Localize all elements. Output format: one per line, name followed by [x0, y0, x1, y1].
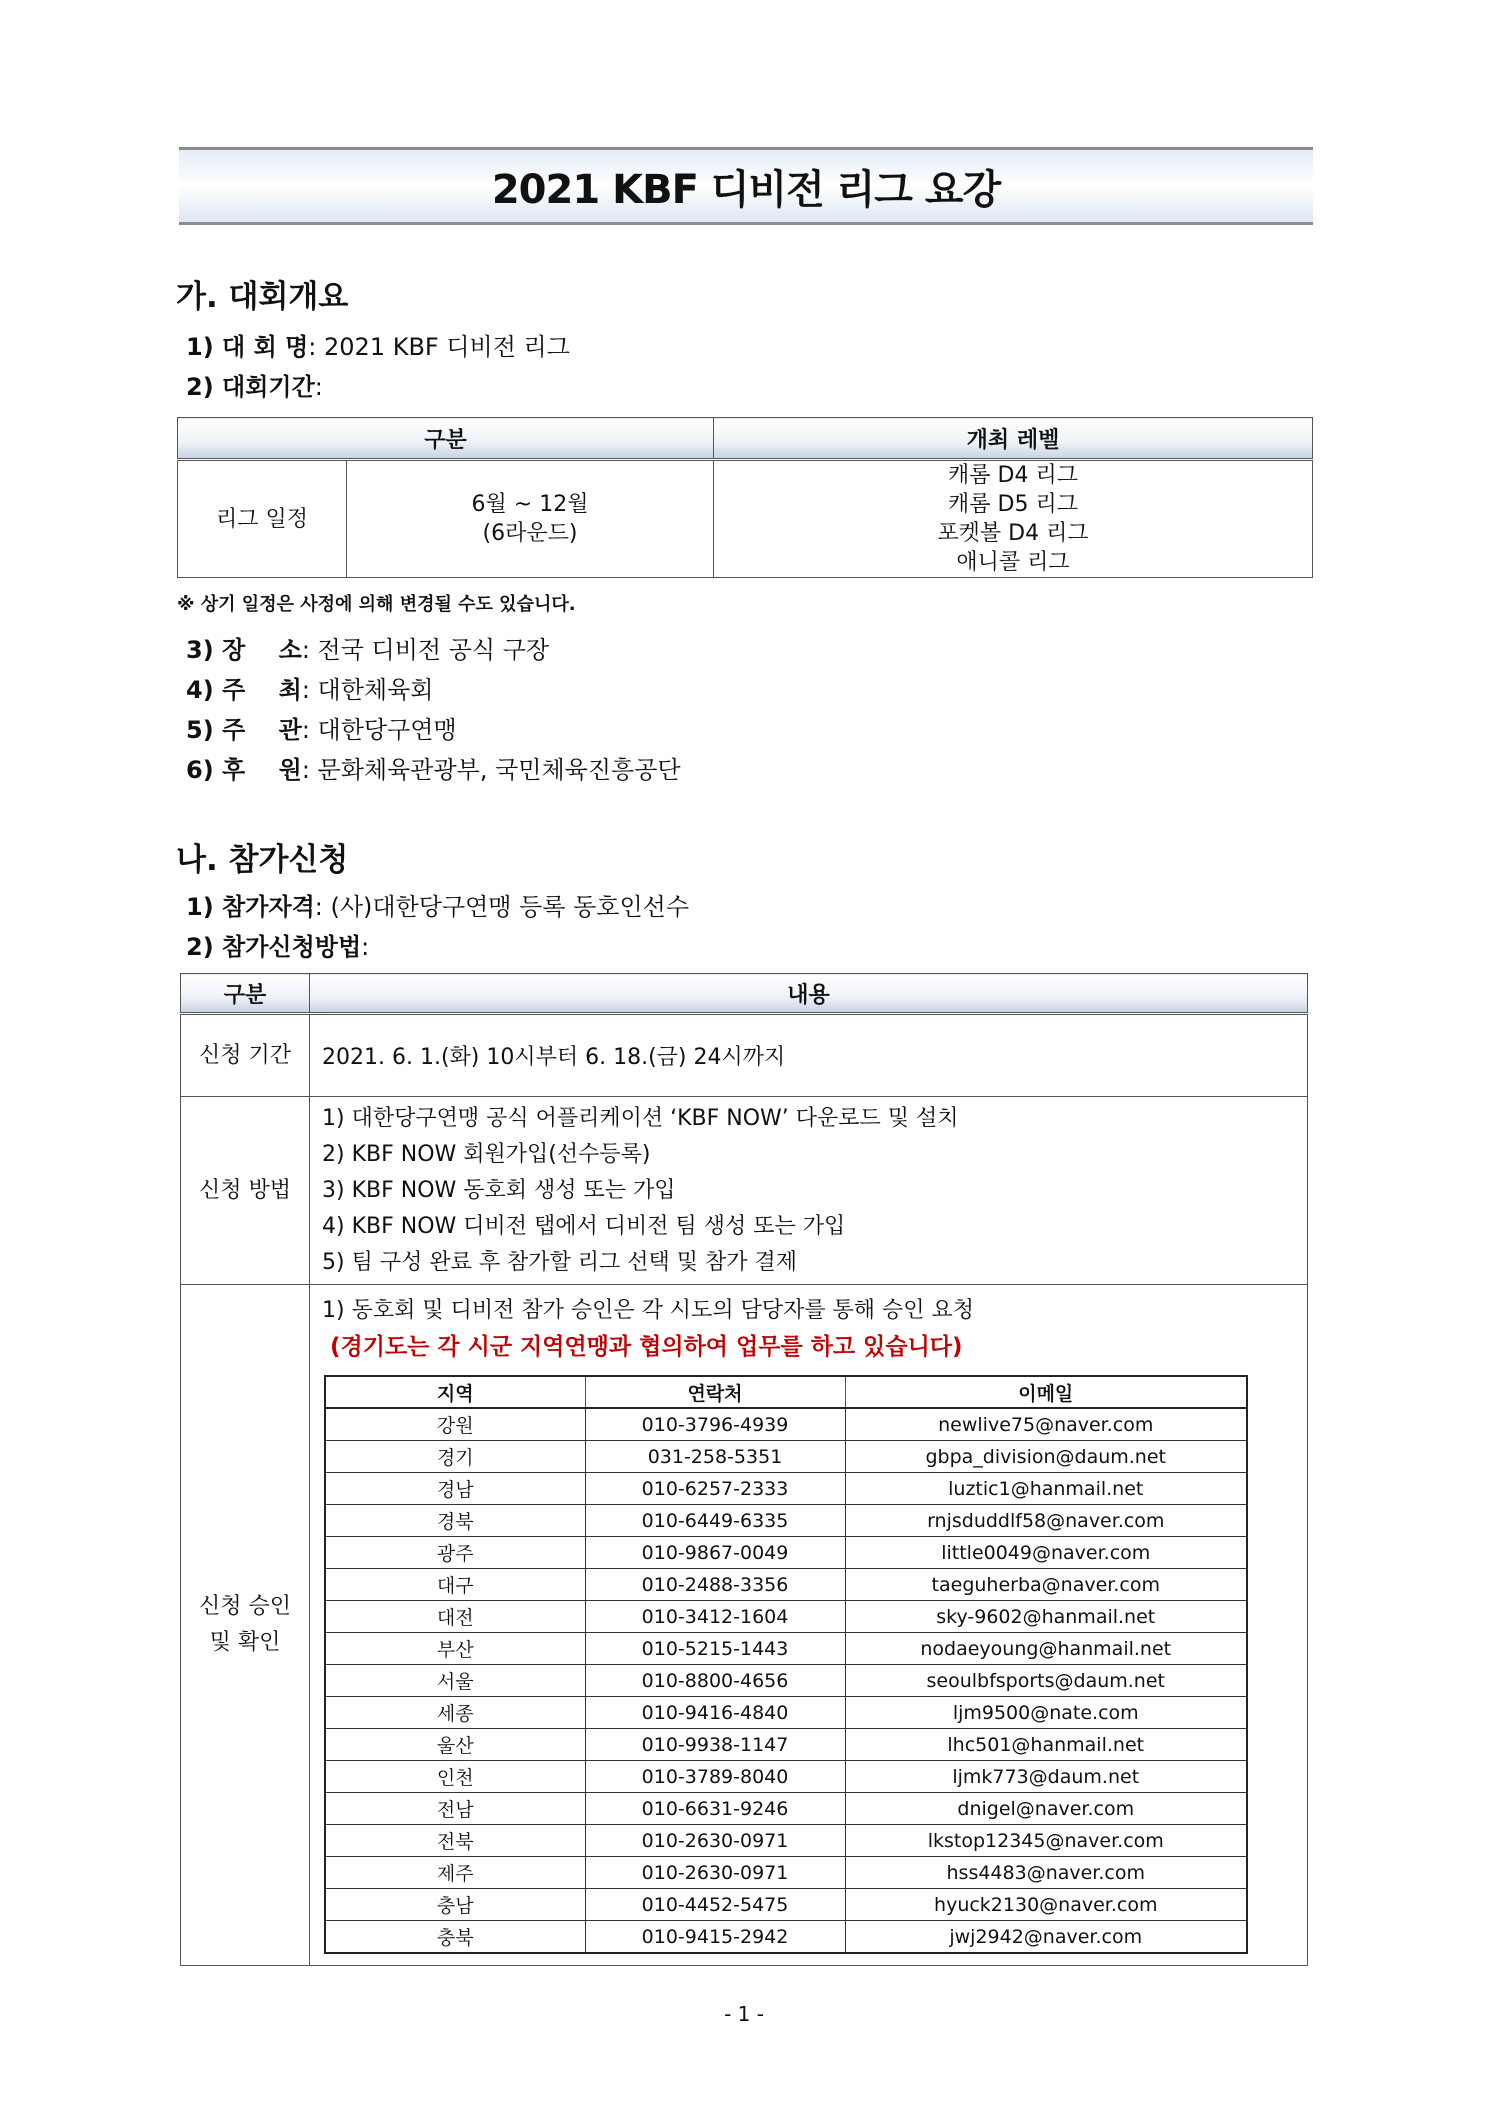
contact-email: hss4483@naver.com [845, 1857, 1247, 1889]
schedule-header-row [178, 418, 1313, 460]
approval-row [181, 1285, 1308, 1966]
contact-region: 경북 [325, 1505, 585, 1537]
schedule-header-category: 구분 [178, 418, 714, 460]
approval-text: 1) 동호회 및 디비전 참가 승인은 각 시도의 담당자를 통해 승인 요청 [322, 1298, 975, 1323]
application-step: 5) 팀 구성 완료 후 참가할 리그 선택 및 참가 결제 [322, 1249, 798, 1275]
contact-email: little0049@naver.com [845, 1537, 1247, 1569]
event-name-line [186, 327, 570, 362]
contacts-row [325, 1633, 1247, 1665]
contact-email: hyuck2130@naver.com [845, 1889, 1247, 1921]
contacts-row [325, 1729, 1247, 1761]
contacts-table [324, 1375, 1248, 1954]
contact-email: newlive75@naver.com [845, 1408, 1247, 1441]
contact-region: 경남 [325, 1473, 585, 1505]
approval-label-cell [181, 1285, 310, 1966]
contact-email: sky-9602@hanmail.net [845, 1601, 1247, 1633]
contacts-row [325, 1825, 1247, 1857]
contact-email: dnigel@naver.com [845, 1793, 1247, 1825]
contact-phone: 010-3796-4939 [585, 1408, 845, 1441]
contacts-row [325, 1441, 1247, 1473]
contact-region: 전북 [325, 1825, 585, 1857]
organizer-value: : 대한당구연맹 [301, 716, 457, 744]
contact-region: 울산 [325, 1729, 585, 1761]
schedule-period-rounds: (6라운드) [482, 521, 578, 546]
contacts-row [325, 1408, 1247, 1441]
contact-region: 경기 [325, 1441, 585, 1473]
document-title: 2021 KBF 디비전 리그 요강 [491, 166, 1001, 213]
host-value: : 대한체육회 [301, 676, 434, 704]
contact-email: rnjsduddlf58@naver.com [845, 1505, 1247, 1537]
qualification-line [186, 887, 689, 922]
contact-region: 부산 [325, 1633, 585, 1665]
contacts-row [325, 1889, 1247, 1921]
document-title-banner [179, 147, 1313, 225]
contacts-row [325, 1505, 1247, 1537]
contact-phone: 010-4452-5475 [585, 1889, 845, 1921]
contacts-header-region: 지역 [325, 1376, 585, 1408]
qualification-value: : (사)대한당구연맹 등록 동호인선수 [314, 893, 690, 921]
venue-label: 3) 장 소 [186, 636, 302, 664]
contact-phone: 010-5215-1443 [585, 1633, 845, 1665]
event-name-label: 1) 대 회 명 [186, 333, 309, 361]
application-header-category: 구분 [181, 974, 310, 1014]
application-period-row [181, 1014, 1308, 1097]
application-method-label: 2) 참가신청방법 [186, 933, 362, 961]
contact-region: 광주 [325, 1537, 585, 1569]
section-b-heading: 나. 참가신청 [176, 842, 349, 878]
contact-phone: 010-9416-4840 [585, 1697, 845, 1729]
schedule-row-label: 리그 일정 [178, 460, 347, 578]
contact-phone: 031-258-5351 [585, 1441, 845, 1473]
application-method-row-label: 신청 방법 [181, 1097, 310, 1285]
application-step: 2) KBF NOW 회원가입(선수등록) [322, 1141, 651, 1167]
contact-phone: 010-3789-8040 [585, 1761, 845, 1793]
organizer-label: 5) 주 관 [186, 716, 302, 744]
league-level: 애니콜 리그 [956, 550, 1070, 575]
contacts-row [325, 1665, 1247, 1697]
contact-phone: 010-9867-0049 [585, 1537, 845, 1569]
contact-email: ljm9500@nate.com [845, 1697, 1247, 1729]
league-level: 캐롬 D4 리그 [948, 463, 1078, 488]
contact-email: jwj2942@naver.com [845, 1921, 1247, 1954]
contact-email: luztic1@hanmail.net [845, 1473, 1247, 1505]
league-level: 캐롬 D5 리그 [948, 492, 1078, 517]
schedule-header-level: 개최 레벨 [714, 418, 1313, 460]
contacts-header-phone: 연락처 [585, 1376, 845, 1408]
contacts-header-row [325, 1376, 1247, 1408]
host-line [186, 670, 433, 705]
sponsor-value: : 문화체육관광부, 국민체육진흥공단 [301, 756, 681, 784]
sponsor-label: 6) 후 원 [186, 756, 302, 784]
contacts-body [325, 1408, 1247, 1953]
contact-phone: 010-6257-2333 [585, 1473, 845, 1505]
sponsor-line [186, 750, 681, 785]
event-period-label: 2) 대회기간 [186, 373, 315, 401]
application-period-value: 2021. 6. 1.(화) 10시부터 6. 18.(금) 24시까지 [310, 1014, 1308, 1097]
contact-phone: 010-9415-2942 [585, 1921, 845, 1954]
approval-content-cell [310, 1285, 1308, 1966]
application-period-label: 신청 기간 [181, 1014, 310, 1097]
application-method-row [181, 1097, 1308, 1285]
contact-email: gbpa_division@daum.net [845, 1441, 1247, 1473]
application-steps-cell [310, 1097, 1308, 1285]
page-number: - 1 - [724, 2002, 764, 2026]
approval-notice: (경기도는 각 시군 지역연맹과 협의하여 업무를 하고 있습니다) [330, 1334, 963, 1360]
schedule-period-cell [347, 460, 714, 578]
application-table [180, 973, 1308, 1966]
section-a-heading: 가. 대회개요 [176, 279, 349, 315]
contact-phone: 010-2630-0971 [585, 1825, 845, 1857]
contact-phone: 010-2488-3356 [585, 1569, 845, 1601]
schedule-table [177, 417, 1313, 578]
contacts-row [325, 1697, 1247, 1729]
application-header-row [181, 974, 1308, 1014]
application-method-line [186, 927, 369, 962]
contact-region: 대구 [325, 1569, 585, 1601]
qualification-label: 1) 참가자격 [186, 893, 315, 921]
contact-phone: 010-6449-6335 [585, 1505, 845, 1537]
contact-email: lhc501@hanmail.net [845, 1729, 1247, 1761]
contacts-row [325, 1601, 1247, 1633]
contact-email: nodaeyoung@hanmail.net [845, 1633, 1247, 1665]
application-method-colon: : [361, 933, 370, 961]
organizer-line [186, 710, 457, 745]
contact-phone: 010-6631-9246 [585, 1793, 845, 1825]
contacts-header-email: 이메일 [845, 1376, 1247, 1408]
application-step: 1) 대한당구연맹 공식 어플리케이션 ‘KBF NOW’ 다운로드 및 설치 [322, 1105, 959, 1131]
venue-line [186, 630, 549, 665]
contact-phone: 010-3412-1604 [585, 1601, 845, 1633]
contacts-row [325, 1473, 1247, 1505]
contacts-row [325, 1537, 1247, 1569]
approval-label-line2: 및 확인 [209, 1630, 281, 1655]
contact-region: 충남 [325, 1889, 585, 1921]
contact-region: 제주 [325, 1857, 585, 1889]
contact-email: seoulbfsports@daum.net [845, 1665, 1247, 1697]
application-header-content: 내용 [310, 974, 1308, 1014]
event-name-value: : 2021 KBF 디비전 리그 [308, 333, 570, 361]
contact-region: 대전 [325, 1601, 585, 1633]
contact-email: lkstop12345@naver.com [845, 1825, 1247, 1857]
schedule-levels-cell [714, 460, 1313, 578]
contact-region: 세종 [325, 1697, 585, 1729]
contacts-row [325, 1793, 1247, 1825]
schedule-note: ※ 상기 일정은 사정에 의해 변경될 수도 있습니다. [177, 594, 576, 615]
schedule-period-range: 6월 ~ 12월 [471, 492, 589, 517]
contacts-row [325, 1921, 1247, 1954]
contact-region: 서울 [325, 1665, 585, 1697]
schedule-row [178, 460, 1313, 578]
contact-email: ljmk773@daum.net [845, 1761, 1247, 1793]
contact-region: 인천 [325, 1761, 585, 1793]
contacts-row [325, 1761, 1247, 1793]
contacts-row [325, 1857, 1247, 1889]
contact-region: 충북 [325, 1921, 585, 1954]
application-step: 4) KBF NOW 디비전 탭에서 디비전 팀 생성 또는 가입 [322, 1213, 846, 1239]
contacts-row [325, 1569, 1247, 1601]
host-label: 4) 주 최 [186, 676, 302, 704]
contact-email: taeguherba@naver.com [845, 1569, 1247, 1601]
approval-label-line1: 신청 승인 [198, 1594, 291, 1619]
contact-phone: 010-2630-0971 [585, 1857, 845, 1889]
event-period-colon: : [314, 373, 323, 401]
contact-region: 강원 [325, 1408, 585, 1441]
venue-value: : 전국 디비전 공식 구장 [301, 636, 550, 664]
contact-phone: 010-8800-4656 [585, 1665, 845, 1697]
contact-phone: 010-9938-1147 [585, 1729, 845, 1761]
event-period-line [186, 367, 323, 402]
application-step: 3) KBF NOW 동호회 생성 또는 가입 [322, 1177, 676, 1203]
league-level: 포켓볼 D4 리그 [937, 521, 1089, 546]
contact-region: 전남 [325, 1793, 585, 1825]
